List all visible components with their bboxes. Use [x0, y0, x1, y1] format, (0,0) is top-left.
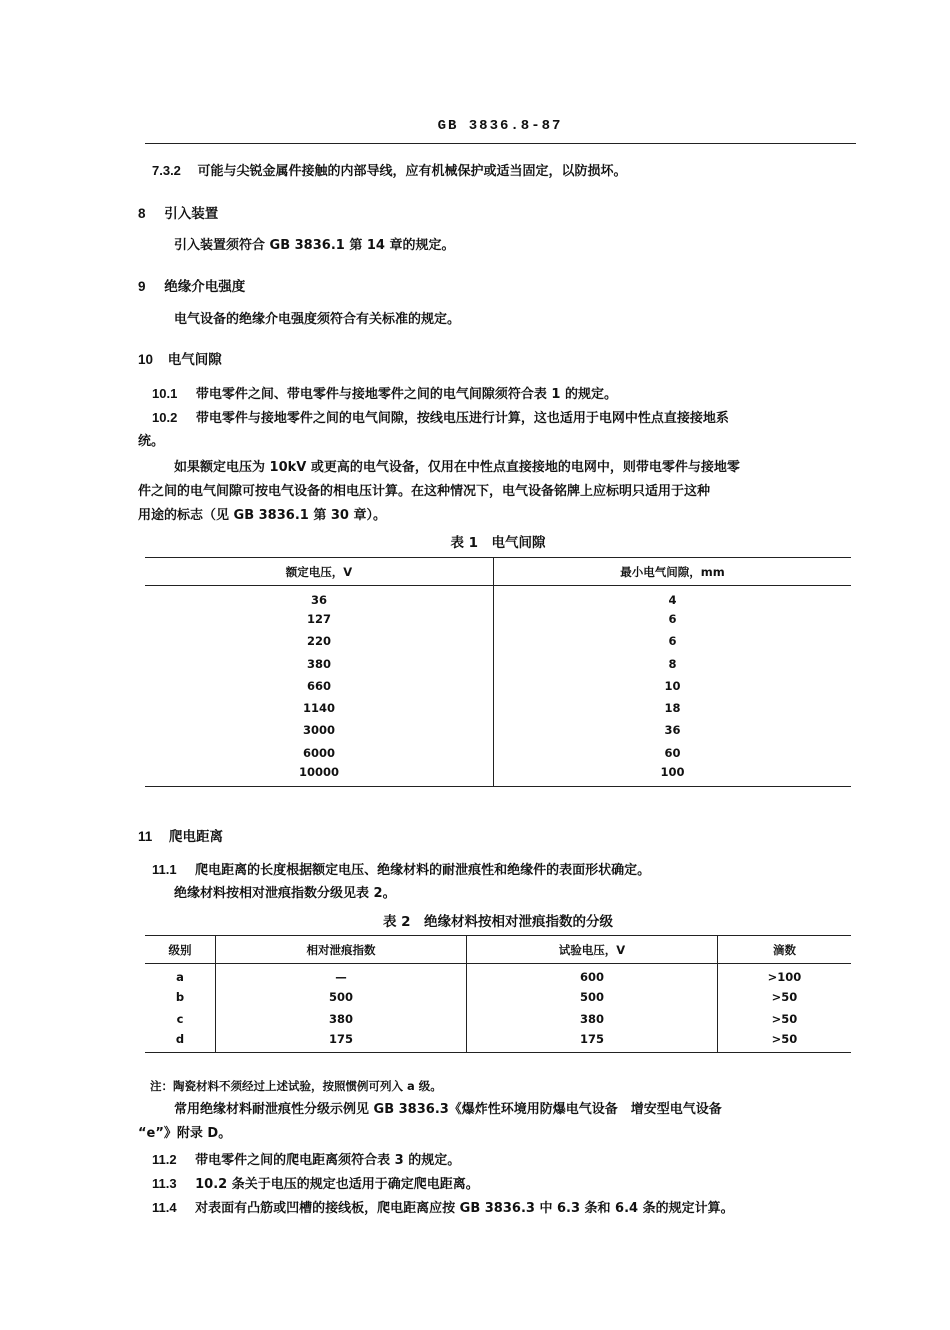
table-row	[145, 608, 851, 630]
column-header: 滴数	[718, 936, 852, 964]
cell: —	[216, 964, 467, 986]
section-8-body: 引入装置须符合 GB 3836.1 第 14 章的规定。	[174, 238, 455, 253]
cell: 500	[467, 986, 718, 1008]
table-row	[145, 1030, 851, 1052]
paragraph-line: 件之间的电气间隙可按电气设备的相电压计算。在这种情况下，电气设备铭牌上应标明只适用于这种	[138, 484, 711, 499]
section-9-body: 电气设备的绝缘介电强度须符合有关标准的规定。	[174, 312, 461, 327]
cell: d	[145, 1030, 216, 1052]
table-2-caption: 表 2 绝缘材料按相对泄痕指数的分级	[382, 914, 614, 930]
section-11-heading	[138, 825, 223, 845]
section-9-heading	[138, 275, 245, 295]
cell: 4	[668, 592, 677, 607]
clause-11-1	[152, 862, 650, 879]
paragraph-line: “e”》附录 D。	[138, 1126, 232, 1141]
section-title: 引入装置	[164, 206, 219, 222]
cell: 36	[664, 723, 681, 738]
clause-11-3	[152, 1176, 479, 1193]
table-row	[145, 742, 851, 764]
clause-11-1-cont: 绝缘材料按相对泄痕指数分级见表 2。	[174, 886, 396, 901]
clause-text: 带电零件之间、带电零件与接地零件之间的电气间隙须符合表 1 的规定。	[195, 387, 617, 402]
cell: 175	[216, 1030, 467, 1052]
cell: 500	[216, 986, 467, 1008]
section-number: 10	[138, 352, 154, 367]
cell: 18	[664, 701, 681, 716]
cell: 175	[467, 1030, 718, 1052]
cell: 660	[145, 675, 494, 697]
cell: 380	[145, 652, 494, 674]
section-8-heading	[138, 202, 218, 222]
cell: 10	[664, 678, 681, 693]
table-1-caption: 表 1 电气间隙	[450, 535, 546, 551]
page-header-code: GB 3836.8-87	[437, 118, 563, 134]
clause-text: 带电零件与接地零件之间的电气间隙，按线电压进行计算，这也适用于电网中性点直接接地系	[195, 411, 729, 426]
cell: >50	[771, 989, 798, 1004]
clause-number: 7.3.2	[152, 163, 181, 178]
cell: c	[145, 1008, 216, 1030]
clause-text: 对表面有凸筋或凹槽的接线板，爬电距离应按 GB 3836.3 中 6.3 条和 6.4 条的规定计算。	[195, 1201, 734, 1216]
cell: 380	[467, 1008, 718, 1030]
clause-text: 爬电距离的长度根据额定电压、绝缘材料的耐泄痕性和绝缘件的表面形状确定。	[195, 863, 651, 878]
column-header: 最小电气间隙，mm	[494, 558, 852, 586]
clause-number: 11.4	[152, 1200, 177, 1215]
table-row	[145, 630, 851, 652]
clause-10-2-cont: 统。	[138, 434, 165, 449]
column-header: 试验电压，V	[467, 936, 718, 964]
table-row	[145, 764, 851, 786]
clause-7-3-2	[152, 163, 626, 180]
column-header: 相对泄痕指数	[216, 936, 467, 964]
cell: 1140	[145, 697, 494, 719]
clause-number: 10.2	[152, 410, 178, 425]
cell: 220	[145, 630, 494, 652]
clause-number: 10.1	[152, 386, 178, 401]
table-2-note: 注：陶瓷材料不须经过上述试验，按照惯例可列入 a 级。	[150, 1079, 442, 1093]
cell: >50	[771, 1012, 798, 1027]
clause-text: 10.2 条关于电压的规定也适用于确定爬电距离。	[195, 1177, 479, 1192]
section-title: 绝缘介电强度	[164, 279, 246, 295]
section-title: 电气间隙	[167, 352, 222, 368]
paragraph-line: 常用绝缘材料耐泄痕性分级示例见 GB 3836.3《爆炸性环境用防爆电气设备 增安型电气设备	[174, 1102, 722, 1117]
table-row	[145, 675, 851, 697]
table-1	[145, 557, 851, 787]
clause-11-2	[152, 1152, 460, 1169]
section-title: 爬电距离	[168, 829, 223, 845]
header-rule	[145, 143, 856, 144]
cell: 6	[668, 634, 677, 649]
clause-number: 11.2	[152, 1152, 177, 1167]
cell: 3000	[145, 719, 494, 741]
table-row	[145, 1008, 851, 1030]
cell: 36	[145, 586, 494, 608]
cell: 60	[664, 745, 681, 760]
cell: 380	[216, 1008, 467, 1030]
cell: 600	[467, 964, 718, 986]
clause-number: 11.1	[152, 862, 177, 877]
clause-number: 11.3	[152, 1176, 177, 1191]
table-row	[145, 586, 851, 608]
clause-text: 可能与尖锐金属件接触的内部导线，应有机械保护或适当固定，以防损坏。	[197, 164, 627, 179]
paragraph-line: 如果额定电压为 10kV 或更高的电气设备，仅用在中性点直接接地的电网中，则带电零件与接地零	[174, 460, 740, 475]
table-row	[145, 986, 851, 1008]
clause-10-2	[152, 410, 729, 427]
cell: 8	[668, 656, 677, 671]
section-number: 9	[138, 279, 146, 294]
cell: 100	[660, 764, 685, 779]
clause-text: 带电零件之间的爬电距离须符合表 3 的规定。	[195, 1153, 461, 1168]
cell: 10000	[145, 764, 494, 786]
paragraph-line: 用途的标志（见 GB 3836.1 第 30 章）。	[138, 508, 386, 523]
cell: >50	[771, 1032, 798, 1047]
cell: >100	[767, 969, 802, 984]
table-row	[145, 652, 851, 674]
column-header: 额定电压，V	[145, 558, 494, 586]
table-2	[145, 935, 851, 1053]
section-number: 8	[138, 206, 146, 221]
section-number: 11	[138, 829, 153, 844]
section-10-heading	[138, 348, 222, 368]
clause-10-1	[152, 386, 617, 403]
cell: a	[145, 964, 216, 986]
cell: 6	[668, 611, 677, 626]
cell: b	[145, 986, 216, 1008]
table-row	[145, 697, 851, 719]
table-row	[145, 719, 851, 741]
table-row	[145, 964, 851, 986]
cell: 6000	[145, 742, 494, 764]
cell: 127	[145, 608, 494, 630]
clause-11-4	[152, 1200, 734, 1217]
column-header: 级别	[145, 936, 216, 964]
